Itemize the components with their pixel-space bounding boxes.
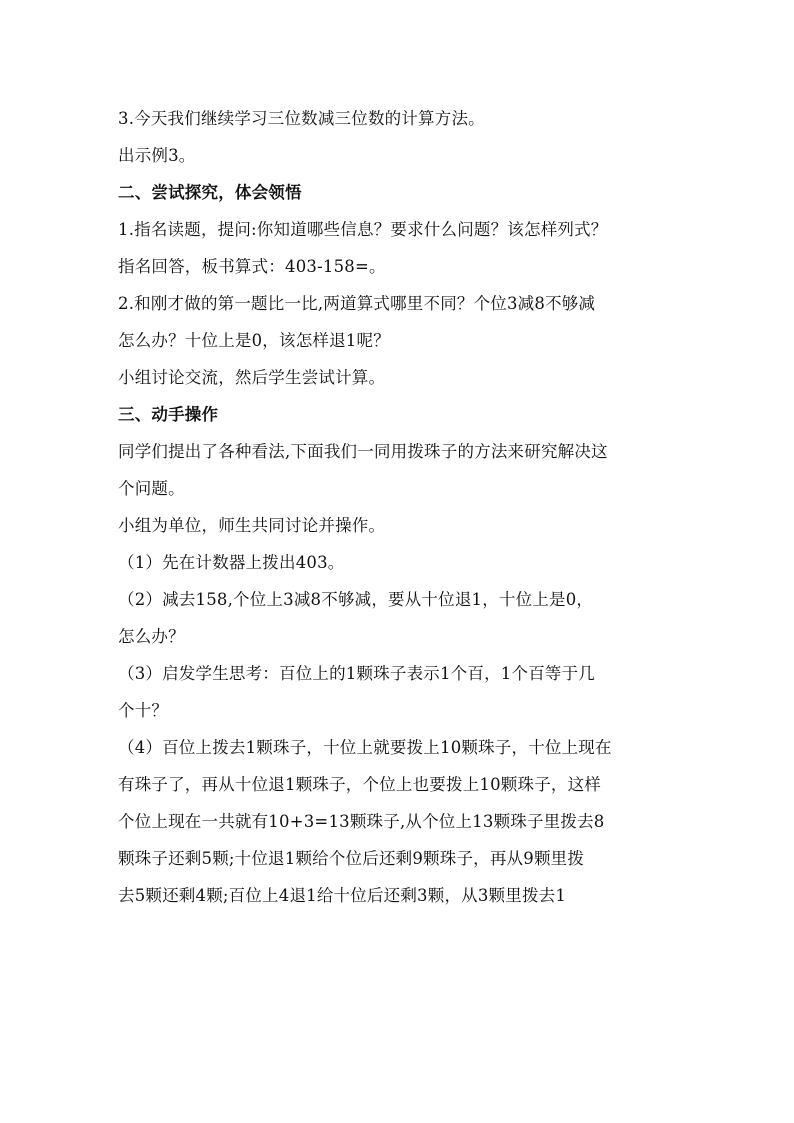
section-heading-operate: 三、动手操作 — [118, 405, 219, 424]
paragraph-line: 个问题。 — [118, 479, 185, 498]
step-2-line: （2）减去158,个位上3减8不够减，要从十位退1，十位上是0， — [118, 590, 594, 609]
step-3-line: 个十？ — [118, 701, 169, 720]
paragraph-line: 小组为单位，师生共同讨论并操作。 — [118, 516, 386, 535]
step-3-line: （3）启发学生思考：百位上的1颗珠子表示1个百，1个百等于几 — [118, 664, 595, 683]
paragraph-intro-line: 3.今天我们继续学习三位数减三位数的计算方法。 — [118, 109, 485, 128]
paragraph-line: 指名回答，板书算式：403-158=。 — [118, 257, 386, 276]
step-4-line: （4）百位上拨去1颗珠子，十位上就要拨上10颗珠子，十位上现在 — [118, 738, 612, 757]
step-4-line: 有珠子了，再从十位退1颗珠子，个位上也要拨上10颗珠子，这样 — [118, 775, 601, 794]
step-4-line: 颗珠子还剩5颗;十位退1颗给个位后还剩9颗珠子，再从9颗里拨 — [118, 849, 585, 868]
section-heading-explore: 二、尝试探究，体会领悟 — [118, 183, 302, 202]
paragraph-line: 同学们提出了各种看法,下面我们一同用拨珠子的方法来研究解决这 — [118, 442, 608, 461]
paragraph-line: 小组讨论交流，然后学生尝试计算。 — [118, 368, 386, 387]
step-1-line: （1）先在计数器上拨出403。 — [118, 553, 345, 572]
step-4-line: 个位上现在一共就有10+3=13颗珠子,从个位上13颗珠子里拨去8 — [118, 812, 605, 831]
paragraph-line: 怎么办？十位上是0，该怎样退1呢？ — [118, 331, 390, 350]
paragraph-example-line: 出示例3。 — [118, 146, 196, 165]
document-body — [118, 100, 678, 914]
paragraph-line: 1.指名读题，提问:你知道哪些信息？要求什么问题？该怎样列式？ — [118, 220, 608, 239]
paragraph-line: 2.和刚才做的第一题比一比,两道算式哪里不同？个位3减8不够减 — [118, 294, 596, 313]
step-2-line: 怎么办？ — [118, 627, 185, 646]
step-4-line: 去5颗还剩4颗;百位上4退1给十位后还剩3颗，从3颗里拨去1 — [118, 886, 567, 905]
